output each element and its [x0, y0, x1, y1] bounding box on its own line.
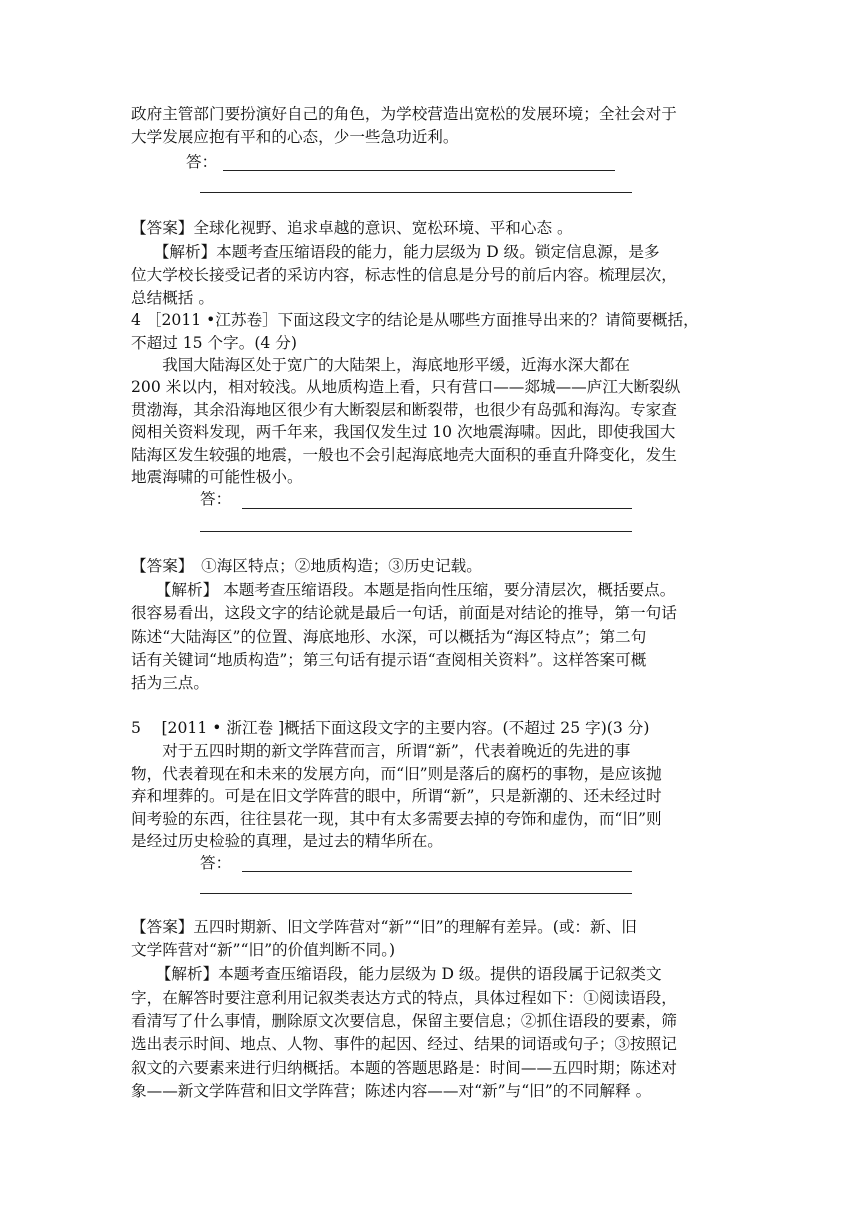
question-5-line: 5 [2011 • 浙江卷 ]概括下面这段文字的主要内容。(不超过 25 字)(3 分) — [131, 719, 650, 737]
analysis-line: 话有关键词“地质构造”；第三句话有提示语“查阅相关资料”。这样答案可概 — [131, 651, 647, 669]
passage-line: 间考验的东西，往往昙花一现，其中有太多需要去掉的夸饰和虚伪，而“旧”则 — [131, 810, 662, 828]
passage-line: 陆海区发生较强的地震，一般也不会引起海底地壳大面积的垂直升降变化，发生 — [131, 446, 677, 464]
passage-line: 物，代表着现在和未来的发展方向，而“旧”则是落后的腐朽的事物，是应该抛 — [131, 765, 662, 783]
passage-line: 200 米以内，相对较浅。从地质构造上看，只有营口——郯城——庐江大断裂纵 — [131, 378, 681, 396]
passage-line: 我国大陆海区处于宽广的大陆架上，海底地形平缓，近海水深大都在 — [131, 356, 631, 374]
analysis-line: 【解析】本题考查压缩语段，能力层级为 D 级。提供的语段属于记叙类文 — [148, 965, 662, 983]
answer-blank-line — [223, 170, 615, 171]
answer-text: 【答案】五四时期新、旧文学阵营对“新”“旧”的理解有差异。(或：新、旧 — [131, 918, 637, 936]
analysis-line: 【解析】本题考查压缩语段的能力，能力层级为 D 级。锁定信息源，是多 — [146, 243, 660, 261]
analysis-line: 看清写了什么事情，删除原文次要信息，保留主要信息；②抓住语段的要素，筛 — [131, 1012, 677, 1030]
question-4-line: 4 ［2011 •江苏卷］下面这段文字的结论是从哪些方面推导出来的？请简要概括， — [131, 311, 699, 329]
analysis-line: 象——新文学阵营和旧文学阵营；陈述内容——对“新”与“旧”的不同解释 。 — [131, 1082, 652, 1100]
passage-line: 是经过历史检验的真理，是过去的精华所在。 — [131, 832, 443, 850]
answer-label: 答： — [200, 490, 232, 508]
analysis-line: 总结概括 。 — [131, 289, 214, 307]
passage-line: 对于五四时期的新文学阵营而言，所谓“新”，代表着晚近的先进的事 — [131, 742, 631, 760]
passage-line: 贯渤海，其余沿海地区很少有大断裂层和断裂带，也很少有岛弧和海沟。专家查 — [131, 401, 677, 419]
analysis-line: 字，在解答时要注意利用记叙类表达方式的特点，具体过程如下：①阅读语段， — [131, 989, 677, 1007]
passage-line: 政府主管部门要扮演好自己的角色，为学校营造出宽松的发展环境；全社会对于 — [131, 105, 677, 123]
answer-text: 文学阵营对“新”“旧”的价值判断不同。) — [131, 941, 396, 959]
question-4-line: 不超过 15 个字。(4 分) — [131, 334, 297, 352]
analysis-line: 位大学校长接受记者的采访内容，标志性的信息是分号的前后内容。梳理层次， — [131, 266, 677, 284]
answer-blank-line — [242, 871, 632, 872]
analysis-line: 【解析】 本题考查压缩语段。本题是指向性压缩，要分清层次，概括要点。 — [148, 581, 676, 599]
answer-label: 答： — [200, 854, 232, 872]
answer-blank-line — [200, 192, 632, 193]
analysis-line: 叙文的六要素来进行归纳概括。本题的答题思路是：时间——五四时期；陈述对 — [131, 1059, 677, 1077]
answer-blank-line — [242, 508, 632, 509]
analysis-line: 选出表示时间、地点、人物、事件的起因、经过、结果的词语或句子；③按照记 — [131, 1035, 677, 1053]
passage-line: 大学发展应抱有平和的心态，少一些急功近利。 — [131, 128, 459, 146]
answer-blank-line — [200, 531, 632, 532]
answer-text: 【答案】全球化视野、追求卓越的意识、宽松环境、平和心态 。 — [131, 219, 573, 237]
answer-text: 【答案】 ①海区特点；②地质构造；③历史记载。 — [131, 557, 482, 575]
passage-line: 阅相关资料发现，两千年来，我国仅发生过 10 次地震海啸。因此，即使我国大 — [131, 423, 676, 441]
passage-line: 弃和埋葬的。可是在旧文学阵营的眼中，所谓“新”，只是新潮的、还未经过时 — [131, 787, 662, 805]
answer-blank-line — [200, 893, 632, 894]
passage-line: 地震海啸的可能性极小。 — [131, 468, 303, 486]
analysis-line: 很容易看出，这段文字的结论就是最后一句话，前面是对结论的推导，第一句话 — [131, 604, 677, 622]
analysis-line: 括为三点。 — [131, 674, 209, 692]
analysis-line: 陈述“大陆海区”的位置、海底地形、水深，可以概括为“海区特点”；第二句 — [131, 628, 647, 646]
answer-label: 答： — [186, 153, 218, 171]
